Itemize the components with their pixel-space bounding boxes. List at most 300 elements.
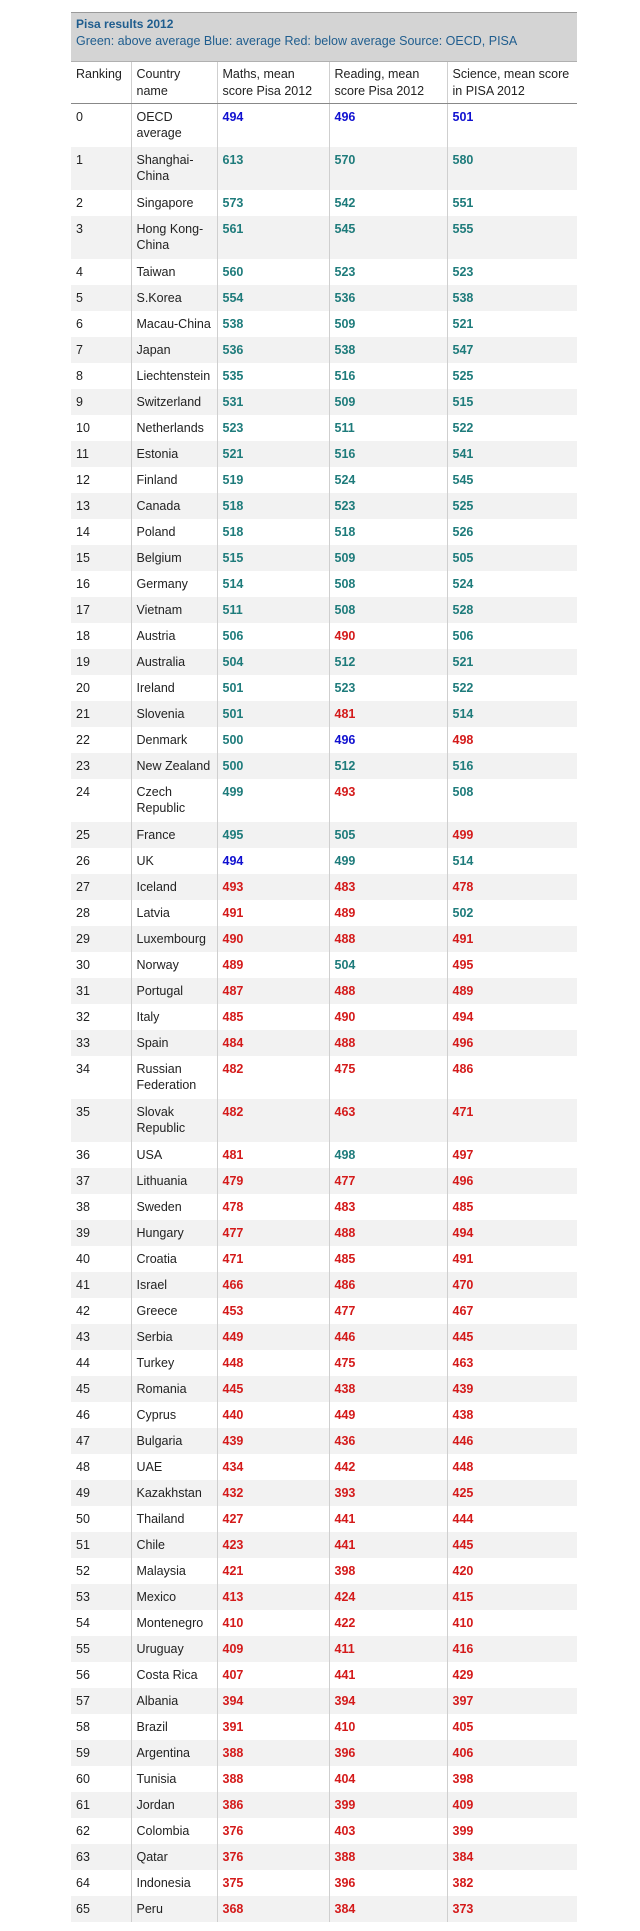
rank-cell: 44: [76, 1355, 90, 1370]
maths-score-cell: 490: [217, 926, 329, 952]
rank-cell: 1: [76, 152, 83, 167]
reading-score-cell: 463: [329, 1099, 447, 1142]
science-score-cell: 470: [447, 1272, 577, 1298]
rank-cell: 11: [76, 446, 89, 461]
reading-score-cell: 511: [329, 415, 447, 441]
header-ranking: Ranking: [71, 62, 131, 104]
science-score-cell: 526: [447, 519, 577, 545]
table-legend-note: Green: above average Blue: average Red: below average Source: OECD, PISA: [76, 34, 518, 48]
country-cell: Romania: [131, 1376, 217, 1402]
table-row: [71, 216, 577, 259]
rank-cell: 65: [76, 1901, 90, 1916]
table-row: [71, 147, 577, 190]
reading-score-cell: 475: [329, 1056, 447, 1099]
maths-score-cell: 485: [217, 1004, 329, 1030]
table-row: [71, 311, 577, 337]
maths-score-cell: 391: [217, 1714, 329, 1740]
maths-score-cell: 439: [217, 1428, 329, 1454]
rank-cell: 49: [76, 1485, 90, 1500]
maths-score-cell: 536: [217, 337, 329, 363]
maths-score-cell: 506: [217, 623, 329, 649]
science-score-cell: 551: [447, 190, 577, 216]
reading-score-cell: 512: [329, 753, 447, 779]
reading-score-cell: 441: [329, 1532, 447, 1558]
science-score-cell: 495: [447, 952, 577, 978]
science-score-cell: 416: [447, 1636, 577, 1662]
maths-score-cell: 423: [217, 1532, 329, 1558]
rank-cell: 26: [76, 853, 90, 868]
country-cell: Argentina: [131, 1740, 217, 1766]
rank-cell: 25: [76, 827, 90, 842]
table-row: [71, 1272, 577, 1298]
country-cell: Chile: [131, 1532, 217, 1558]
maths-score-cell: 484: [217, 1030, 329, 1056]
table-row: [71, 727, 577, 753]
rank-cell: 55: [76, 1641, 90, 1656]
reading-score-cell: 542: [329, 190, 447, 216]
maths-score-cell: 573: [217, 190, 329, 216]
rank-cell: 3: [76, 221, 83, 236]
header-maths: Maths, mean score Pisa 2012: [217, 62, 329, 104]
country-cell: Portugal: [131, 978, 217, 1004]
reading-score-cell: 403: [329, 1818, 447, 1844]
rank-cell: 37: [76, 1173, 90, 1188]
country-cell: Turkey: [131, 1350, 217, 1376]
reading-score-cell: 422: [329, 1610, 447, 1636]
country-cell: Russian Federation: [131, 1056, 217, 1099]
rank-cell: 32: [76, 1009, 90, 1024]
table-caption: [71, 12, 577, 62]
country-cell: New Zealand: [131, 753, 217, 779]
table-row: [71, 649, 577, 675]
rank-cell: 45: [76, 1381, 90, 1396]
table-row: [71, 1324, 577, 1350]
country-cell: Hong Kong-China: [131, 216, 217, 259]
maths-score-cell: 477: [217, 1220, 329, 1246]
country-cell: France: [131, 822, 217, 848]
maths-score-cell: 375: [217, 1870, 329, 1896]
reading-score-cell: 488: [329, 926, 447, 952]
maths-score-cell: 421: [217, 1558, 329, 1584]
science-score-cell: 497: [447, 1142, 577, 1168]
country-cell: S.Korea: [131, 285, 217, 311]
table-row: [71, 1818, 577, 1844]
science-score-cell: 445: [447, 1532, 577, 1558]
science-score-cell: 505: [447, 545, 577, 571]
country-cell: Mexico: [131, 1584, 217, 1610]
science-score-cell: 446: [447, 1428, 577, 1454]
country-cell: Australia: [131, 649, 217, 675]
reading-score-cell: 570: [329, 147, 447, 190]
table-row: [71, 1480, 577, 1506]
table-row: [71, 1636, 577, 1662]
country-cell: Estonia: [131, 441, 217, 467]
table-row: [71, 190, 577, 216]
maths-score-cell: 434: [217, 1454, 329, 1480]
maths-score-cell: 388: [217, 1740, 329, 1766]
table-row: [71, 493, 577, 519]
table-row: [71, 675, 577, 701]
science-score-cell: 415: [447, 1584, 577, 1610]
rank-cell: 14: [76, 524, 90, 539]
table-row: [71, 1740, 577, 1766]
science-score-cell: 448: [447, 1454, 577, 1480]
reading-score-cell: 493: [329, 779, 447, 822]
rank-cell: 2: [76, 195, 83, 210]
rank-cell: 19: [76, 654, 90, 669]
maths-score-cell: 511: [217, 597, 329, 623]
science-score-cell: 486: [447, 1056, 577, 1099]
table-row: [71, 1220, 577, 1246]
reading-score-cell: 483: [329, 1194, 447, 1220]
science-score-cell: 522: [447, 675, 577, 701]
maths-score-cell: 386: [217, 1792, 329, 1818]
science-score-cell: 499: [447, 822, 577, 848]
rank-cell: 34: [76, 1061, 90, 1076]
country-cell: Slovenia: [131, 701, 217, 727]
reading-score-cell: 396: [329, 1740, 447, 1766]
reading-score-cell: 483: [329, 874, 447, 900]
maths-score-cell: 519: [217, 467, 329, 493]
reading-score-cell: 490: [329, 623, 447, 649]
country-cell: Kazakhstan: [131, 1480, 217, 1506]
reading-score-cell: 438: [329, 1376, 447, 1402]
reading-score-cell: 396: [329, 1870, 447, 1896]
maths-score-cell: 479: [217, 1168, 329, 1194]
table-row: [71, 701, 577, 727]
science-score-cell: 494: [447, 1220, 577, 1246]
science-score-cell: 528: [447, 597, 577, 623]
maths-score-cell: 445: [217, 1376, 329, 1402]
country-cell: Iceland: [131, 874, 217, 900]
science-score-cell: 496: [447, 1030, 577, 1056]
country-cell: Sweden: [131, 1194, 217, 1220]
country-cell: Finland: [131, 467, 217, 493]
reading-score-cell: 504: [329, 952, 447, 978]
country-cell: Luxembourg: [131, 926, 217, 952]
maths-score-cell: 487: [217, 978, 329, 1004]
reading-score-cell: 516: [329, 363, 447, 389]
science-score-cell: 439: [447, 1376, 577, 1402]
table-row: [71, 1428, 577, 1454]
rank-cell: 63: [76, 1849, 90, 1864]
science-score-cell: 485: [447, 1194, 577, 1220]
maths-score-cell: 394: [217, 1688, 329, 1714]
maths-score-cell: 388: [217, 1766, 329, 1792]
maths-score-cell: 521: [217, 441, 329, 467]
reading-score-cell: 488: [329, 1220, 447, 1246]
science-score-cell: 525: [447, 493, 577, 519]
science-score-cell: 397: [447, 1688, 577, 1714]
rank-cell: 8: [76, 368, 83, 383]
table-row: [71, 1896, 577, 1922]
reading-score-cell: 509: [329, 311, 447, 337]
country-cell: Israel: [131, 1272, 217, 1298]
country-cell: Croatia: [131, 1246, 217, 1272]
science-score-cell: 494: [447, 1004, 577, 1030]
science-score-cell: 502: [447, 900, 577, 926]
table-row: [71, 978, 577, 1004]
rank-cell: 33: [76, 1035, 90, 1050]
reading-score-cell: 508: [329, 597, 447, 623]
table-row: [71, 285, 577, 311]
science-score-cell: 382: [447, 1870, 577, 1896]
table-row: [71, 874, 577, 900]
rank-cell: 24: [76, 784, 90, 799]
reading-score-cell: 449: [329, 1402, 447, 1428]
country-cell: Costa Rica: [131, 1662, 217, 1688]
country-cell: Italy: [131, 1004, 217, 1030]
science-score-cell: 405: [447, 1714, 577, 1740]
country-cell: Serbia: [131, 1324, 217, 1350]
rank-cell: 58: [76, 1719, 90, 1734]
reading-score-cell: 488: [329, 978, 447, 1004]
reading-score-cell: 523: [329, 259, 447, 285]
maths-score-cell: 499: [217, 779, 329, 822]
country-cell: Taiwan: [131, 259, 217, 285]
country-cell: Colombia: [131, 1818, 217, 1844]
maths-score-cell: 482: [217, 1056, 329, 1099]
country-cell: Latvia: [131, 900, 217, 926]
pisa-results-table: [71, 62, 577, 1922]
country-cell: Singapore: [131, 190, 217, 216]
rank-cell: 22: [76, 732, 90, 747]
science-score-cell: 496: [447, 1168, 577, 1194]
table-row: [71, 779, 577, 822]
country-cell: USA: [131, 1142, 217, 1168]
table-row: [71, 1376, 577, 1402]
table-row: [71, 1584, 577, 1610]
maths-score-cell: 515: [217, 545, 329, 571]
rank-cell: 31: [76, 983, 90, 998]
maths-score-cell: 514: [217, 571, 329, 597]
table-row: [71, 952, 577, 978]
header-reading: Reading, mean score Pisa 2012: [329, 62, 447, 104]
country-cell: Czech Republic: [131, 779, 217, 822]
maths-score-cell: 407: [217, 1662, 329, 1688]
maths-score-cell: 471: [217, 1246, 329, 1272]
table-row: [71, 1532, 577, 1558]
maths-score-cell: 466: [217, 1272, 329, 1298]
maths-score-cell: 482: [217, 1099, 329, 1142]
country-cell: Japan: [131, 337, 217, 363]
country-cell: UAE: [131, 1454, 217, 1480]
rank-cell: 29: [76, 931, 90, 946]
maths-score-cell: 523: [217, 415, 329, 441]
maths-score-cell: 504: [217, 649, 329, 675]
science-score-cell: 555: [447, 216, 577, 259]
maths-score-cell: 500: [217, 753, 329, 779]
rank-cell: 60: [76, 1771, 90, 1786]
country-cell: Malaysia: [131, 1558, 217, 1584]
rank-cell: 15: [76, 550, 90, 565]
science-score-cell: 491: [447, 1246, 577, 1272]
science-score-cell: 478: [447, 874, 577, 900]
science-score-cell: 467: [447, 1298, 577, 1324]
science-score-cell: 525: [447, 363, 577, 389]
table-row: [71, 1454, 577, 1480]
rank-cell: 35: [76, 1104, 90, 1119]
table-row: [71, 1168, 577, 1194]
rank-cell: 9: [76, 394, 83, 409]
table-row: [71, 1558, 577, 1584]
maths-score-cell: 538: [217, 311, 329, 337]
maths-score-cell: 500: [217, 727, 329, 753]
reading-score-cell: 399: [329, 1792, 447, 1818]
table-row: [71, 415, 577, 441]
maths-score-cell: 501: [217, 675, 329, 701]
country-cell: Macau-China: [131, 311, 217, 337]
science-score-cell: 541: [447, 441, 577, 467]
table-row: [71, 104, 577, 147]
maths-score-cell: 453: [217, 1298, 329, 1324]
rank-cell: 48: [76, 1459, 90, 1474]
table-row: [71, 1298, 577, 1324]
reading-score-cell: 442: [329, 1454, 447, 1480]
rank-cell: 46: [76, 1407, 90, 1422]
country-cell: Montenegro: [131, 1610, 217, 1636]
country-cell: Slovak Republic: [131, 1099, 217, 1142]
country-cell: Spain: [131, 1030, 217, 1056]
science-score-cell: 491: [447, 926, 577, 952]
table-row: [71, 1688, 577, 1714]
science-score-cell: 409: [447, 1792, 577, 1818]
science-score-cell: 545: [447, 467, 577, 493]
table-row: [71, 1870, 577, 1896]
science-score-cell: 506: [447, 623, 577, 649]
country-cell: Bulgaria: [131, 1428, 217, 1454]
maths-score-cell: 413: [217, 1584, 329, 1610]
maths-score-cell: 489: [217, 952, 329, 978]
table-row: [71, 1844, 577, 1870]
science-score-cell: 445: [447, 1324, 577, 1350]
country-cell: Thailand: [131, 1506, 217, 1532]
country-cell: Belgium: [131, 545, 217, 571]
reading-score-cell: 446: [329, 1324, 447, 1350]
rank-cell: 53: [76, 1589, 90, 1604]
reading-score-cell: 486: [329, 1272, 447, 1298]
table-row: [71, 1056, 577, 1099]
science-score-cell: 438: [447, 1402, 577, 1428]
table-row: [71, 1506, 577, 1532]
reading-score-cell: 524: [329, 467, 447, 493]
reading-score-cell: 475: [329, 1350, 447, 1376]
maths-score-cell: 531: [217, 389, 329, 415]
maths-score-cell: 560: [217, 259, 329, 285]
reading-score-cell: 523: [329, 493, 447, 519]
country-cell: Brazil: [131, 1714, 217, 1740]
rank-cell: 52: [76, 1563, 90, 1578]
reading-score-cell: 489: [329, 900, 447, 926]
table-body: [71, 104, 577, 1922]
reading-score-cell: 488: [329, 1030, 447, 1056]
maths-score-cell: 427: [217, 1506, 329, 1532]
reading-score-cell: 545: [329, 216, 447, 259]
table-row: [71, 623, 577, 649]
reading-score-cell: 404: [329, 1766, 447, 1792]
rank-cell: 36: [76, 1147, 90, 1162]
maths-score-cell: 518: [217, 493, 329, 519]
rank-cell: 39: [76, 1225, 90, 1240]
maths-score-cell: 440: [217, 1402, 329, 1428]
country-cell: Poland: [131, 519, 217, 545]
reading-score-cell: 512: [329, 649, 447, 675]
maths-score-cell: 491: [217, 900, 329, 926]
reading-score-cell: 424: [329, 1584, 447, 1610]
table-row: [71, 1610, 577, 1636]
country-cell: Lithuania: [131, 1168, 217, 1194]
table-row: [71, 337, 577, 363]
country-cell: Jordan: [131, 1792, 217, 1818]
rank-cell: 56: [76, 1667, 90, 1682]
maths-score-cell: 481: [217, 1142, 329, 1168]
country-cell: Austria: [131, 623, 217, 649]
country-cell: Germany: [131, 571, 217, 597]
maths-score-cell: 409: [217, 1636, 329, 1662]
science-score-cell: 516: [447, 753, 577, 779]
maths-score-cell: 376: [217, 1818, 329, 1844]
country-cell: Greece: [131, 1298, 217, 1324]
rank-cell: 12: [76, 472, 90, 487]
table-row: [71, 753, 577, 779]
rank-cell: 7: [76, 342, 83, 357]
table-row: [71, 571, 577, 597]
table-row: [71, 1142, 577, 1168]
maths-score-cell: 494: [217, 848, 329, 874]
reading-score-cell: 523: [329, 675, 447, 701]
country-cell: Albania: [131, 1688, 217, 1714]
country-cell: Liechtenstein: [131, 363, 217, 389]
science-score-cell: 471: [447, 1099, 577, 1142]
rank-cell: 54: [76, 1615, 90, 1630]
science-score-cell: 524: [447, 571, 577, 597]
maths-score-cell: 518: [217, 519, 329, 545]
table-row: [71, 467, 577, 493]
header-science: Science, mean score in PISA 2012: [447, 62, 577, 104]
table-row: [71, 1004, 577, 1030]
reading-score-cell: 384: [329, 1896, 447, 1922]
rank-cell: 20: [76, 680, 90, 695]
science-score-cell: 523: [447, 259, 577, 285]
reading-score-cell: 481: [329, 701, 447, 727]
rank-cell: 16: [76, 576, 90, 591]
table-row: [71, 1246, 577, 1272]
table-row: [71, 519, 577, 545]
science-score-cell: 501: [447, 104, 577, 147]
table-row: [71, 1350, 577, 1376]
maths-score-cell: 561: [217, 216, 329, 259]
reading-score-cell: 518: [329, 519, 447, 545]
table-row: [71, 1792, 577, 1818]
reading-score-cell: 498: [329, 1142, 447, 1168]
reading-score-cell: 509: [329, 389, 447, 415]
maths-score-cell: 410: [217, 1610, 329, 1636]
science-score-cell: 420: [447, 1558, 577, 1584]
table-row: [71, 441, 577, 467]
science-score-cell: 521: [447, 649, 577, 675]
rank-cell: 57: [76, 1693, 90, 1708]
rank-cell: 43: [76, 1329, 90, 1344]
country-cell: Vietnam: [131, 597, 217, 623]
reading-score-cell: 499: [329, 848, 447, 874]
table-row: [71, 597, 577, 623]
science-score-cell: 508: [447, 779, 577, 822]
table-row: [71, 1194, 577, 1220]
science-score-cell: 410: [447, 1610, 577, 1636]
maths-score-cell: 495: [217, 822, 329, 848]
rank-cell: 0: [76, 110, 83, 124]
rank-cell: 28: [76, 905, 90, 920]
